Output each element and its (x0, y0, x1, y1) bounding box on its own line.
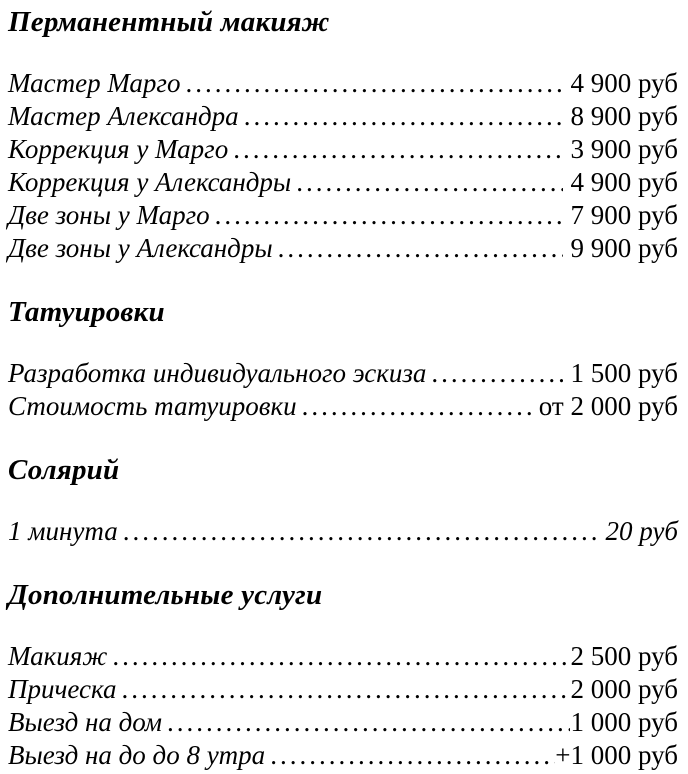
dot-leader (233, 133, 563, 166)
price-row (8, 67, 678, 100)
price-row (8, 199, 678, 232)
section-rows (8, 515, 678, 548)
service-price: 2 000 руб (570, 674, 678, 704)
service-label: Мастер Александра (8, 101, 239, 131)
section-title: Солярий (8, 454, 120, 486)
price-list-document (8, 5, 678, 772)
dot-leader (278, 232, 564, 265)
dot-leader (121, 673, 570, 706)
service-price: 2 500 руб (570, 641, 678, 671)
price-section (8, 453, 678, 548)
section-title: Дополнительные услуги (8, 579, 323, 611)
price-row (8, 739, 678, 772)
service-price: 4 900 руб (570, 68, 678, 98)
service-price: 1 000 руб (570, 707, 678, 737)
service-price: 20 руб (605, 516, 678, 546)
price-row (8, 133, 678, 166)
dot-leader (296, 166, 563, 199)
service-label: Коррекция у Марго (8, 134, 229, 164)
service-label: Выезд на до до 8 утра (8, 740, 266, 770)
dot-leader (431, 357, 563, 390)
service-price: 4 900 руб (570, 167, 678, 197)
dot-leader (123, 515, 599, 548)
service-price: 1 500 руб (570, 358, 678, 388)
service-label: Разработка индивидуального эскиза (8, 358, 427, 388)
dot-leader (302, 390, 532, 423)
section-rows (8, 67, 678, 265)
price-section (8, 5, 678, 265)
dot-leader (244, 100, 564, 133)
section-rows (8, 640, 678, 772)
price-row (8, 100, 678, 133)
service-price: 7 900 руб (570, 200, 678, 230)
service-price: 3 900 руб (570, 134, 678, 164)
service-price: +1 000 руб (555, 740, 678, 770)
price-row (8, 390, 678, 423)
service-label: Прическа (8, 674, 117, 704)
service-label: Макияж (8, 641, 108, 671)
dot-leader (185, 67, 563, 100)
service-label: 1 минута (8, 516, 118, 546)
price-row (8, 166, 678, 199)
section-rows (8, 357, 678, 423)
service-label: Стоимость татуировки (8, 391, 297, 421)
dot-leader (270, 739, 555, 772)
service-label: Коррекция у Александры (8, 167, 292, 197)
section-title: Татуировки (8, 296, 165, 328)
service-price: от 2 000 руб (538, 391, 678, 421)
service-label: Выезд на дом (8, 707, 162, 737)
service-label: Мастер Марго (8, 68, 181, 98)
price-row (8, 706, 678, 739)
dot-leader (112, 640, 570, 673)
section-title: Перманентный макияж (8, 6, 330, 38)
price-section (8, 578, 678, 772)
price-row (8, 640, 678, 673)
price-row (8, 673, 678, 706)
service-price: 8 900 руб (570, 101, 678, 131)
service-label: Две зоны у Марго (8, 200, 210, 230)
price-row (8, 232, 678, 265)
service-price: 9 900 руб (570, 233, 678, 263)
service-label: Две зоны у Александры (8, 233, 273, 263)
price-row (8, 357, 678, 390)
price-row (8, 515, 678, 548)
dot-leader (167, 706, 570, 739)
price-section (8, 295, 678, 423)
dot-leader (215, 199, 564, 232)
